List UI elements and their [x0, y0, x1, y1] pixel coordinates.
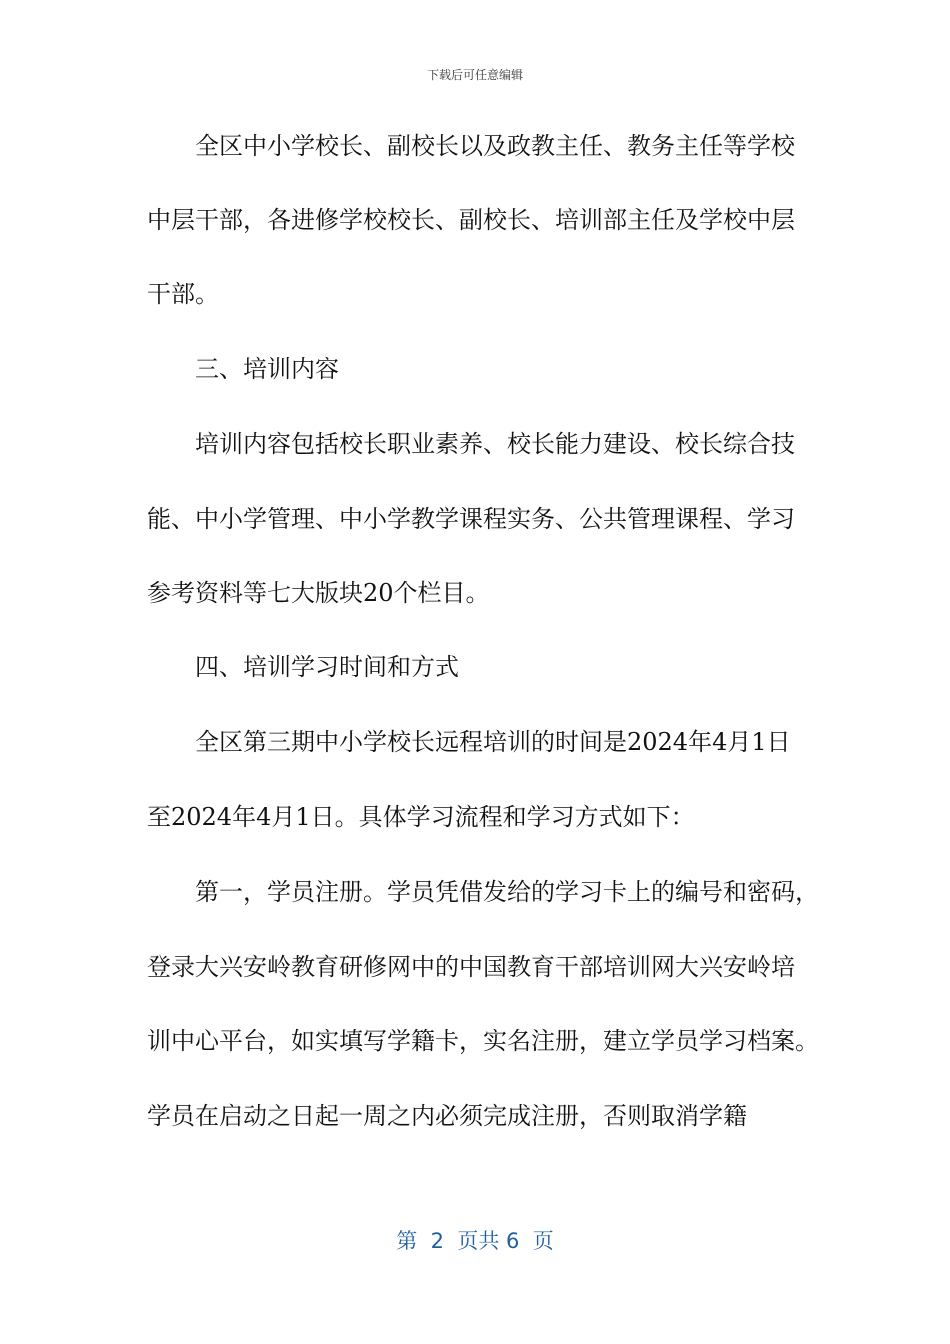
paragraph-line: 全区中小学校长、副校长以及政教主任、教务主任等学校: [195, 132, 795, 160]
paragraph-line: 登录大兴安岭教育研修网中的中国教育干部培训网大兴安岭培: [147, 953, 795, 981]
paragraph-line: 干部。: [147, 280, 219, 308]
paragraph-line: 中层干部，各进修学校校长、副校长、培训部主任及学校中层: [147, 206, 795, 234]
section-heading: 四、培训学习时间和方式: [195, 653, 459, 681]
paragraph-line: 第一，学员注册。学员凭借发给的学习卡上的编号和密码，: [195, 878, 819, 906]
paragraph-line: 全区第三期中小学校长远程培训的时间是2024年4月1日: [195, 728, 791, 756]
paragraph-line: 能、中小学管理、中小学教学课程实务、公共管理课程、学习: [147, 505, 795, 533]
paragraph-line: 培训内容包括校长职业素养、校长能力建设、校长综合技: [195, 430, 795, 458]
paragraph-line: 训中心平台，如实填写学籍卡，实名注册，建立学员学习档案。: [147, 1027, 819, 1055]
paragraph-line: 学员在启动之日起一周之内必须完成注册，否则取消学籍: [147, 1102, 747, 1130]
paragraph-line: 参考资料等七大版块20个栏目。: [147, 579, 490, 607]
page-number: 第 2 页共 6 页: [396, 1229, 554, 1253]
paragraph-line: 至2024年4月1日。具体学习流程和学习方式如下：: [147, 803, 695, 831]
header-note: 下载后可任意编辑: [426, 68, 523, 82]
section-heading: 三、培训内容: [195, 355, 339, 383]
